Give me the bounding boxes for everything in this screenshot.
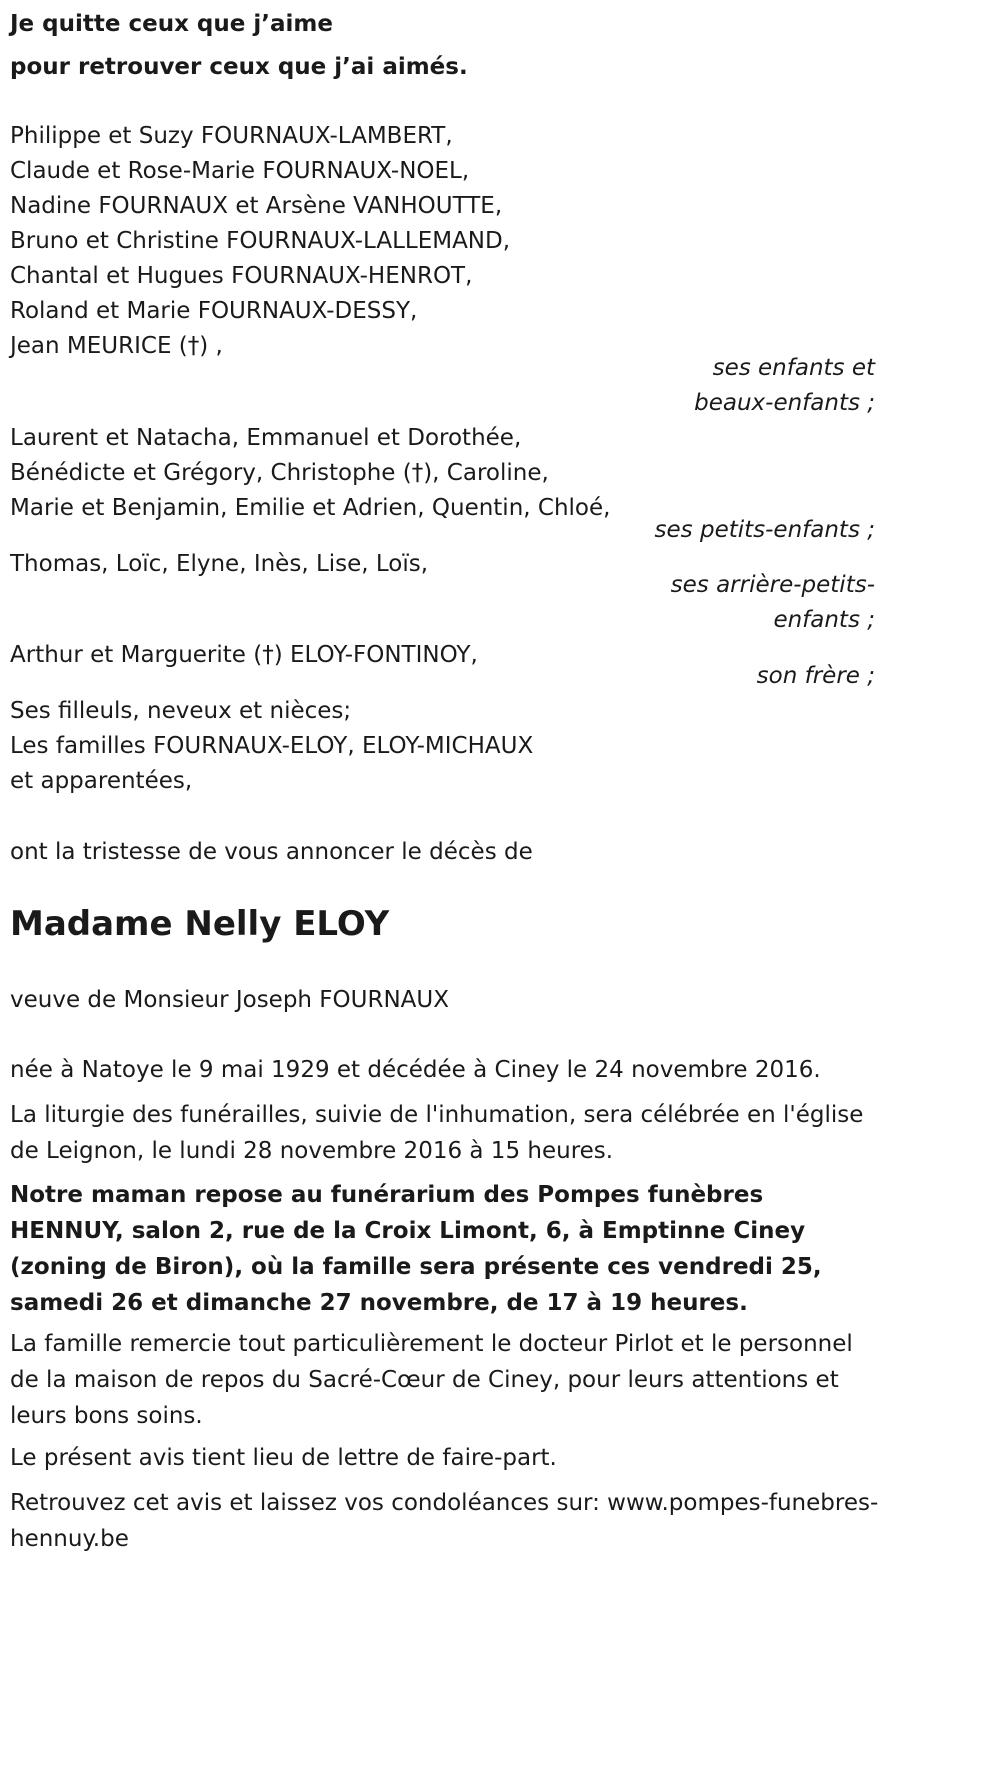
quote-line-1: Je quitte ceux que j’aime — [10, 11, 333, 37]
children-role-line-2: beaux-enfants ; — [694, 390, 875, 416]
birth-death: née à Natoye le 9 mai 1929 et décédée à Ciney le 24 novembre 2016. — [10, 1057, 821, 1083]
grandchild-line: Marie et Benjamin, Emilie et Adrien, Quentin, Chloé, — [10, 495, 611, 521]
child-line: Nadine FOURNAUX et Arsène VANHOUTTE, — [10, 193, 503, 219]
others-line: et apparentées, — [10, 768, 193, 794]
child-line: Bruno et Christine FOURNAUX-LALLEMAND, — [10, 228, 511, 254]
children-role-line-1: ses enfants et — [712, 355, 875, 381]
thanks-text: La famille remercie tout particulièrement le docteur Pirlot et le personnel de la maison de repos du Sacré-Cœur de Ciney, pour leurs attentions et leurs bons soins. — [10, 1331, 853, 1429]
great-grandchildren-role-line-2: enfants ; — [773, 607, 875, 633]
grandchild-line: Laurent et Natacha, Emmanuel et Dorothée, — [10, 425, 522, 451]
notice-text: Le présent avis tient lieu de lettre de faire-part. — [10, 1445, 557, 1471]
others-line: Ses filleuls, neveux et nièces; — [10, 698, 352, 724]
deceased-name: Madame Nelly ELOY — [10, 904, 390, 944]
quote-line-2: pour retrouver ceux que j’ai aimés. — [10, 54, 468, 80]
grandchildren-role: ses petits-enfants ; — [654, 517, 875, 543]
announcement: ont la tristesse de vous annoncer le décès de — [10, 839, 533, 865]
child-line: Roland et Marie FOURNAUX-DESSY, — [10, 298, 418, 324]
great-grandchildren: Thomas, Loïc, Elyne, Inès, Lise, Loïs, — [10, 551, 429, 577]
others-line: Les familles FOURNAUX-ELOY, ELOY-MICHAUX — [10, 733, 534, 759]
child-line: Jean MEURICE (†) , — [10, 333, 223, 359]
great-grandchildren-role-line-1: ses arrière-petits- — [670, 572, 875, 598]
brother-line: Arthur et Marguerite (†) ELOY-FONTINOY, — [10, 642, 478, 668]
grandchild-line: Bénédicte et Grégory, Christophe (†), Caroline, — [10, 460, 549, 486]
funerarium-text: Notre maman repose au funérarium des Pompes funèbres HENNUY, salon 2, rue de la Croix Limont, 6, à Emptinne Ciney (zoning de Biron), où la famille sera présente ces vendredi 25, samedi 26 et dimanche 27 novembre, de 17 à 19 heures. — [10, 1182, 822, 1316]
brother-role: son frère ; — [756, 663, 875, 689]
child-line: Chantal et Hugues FOURNAUX-HENROT, — [10, 263, 473, 289]
widow-of: veuve de Monsieur Joseph FOURNAUX — [10, 987, 449, 1013]
child-line: Philippe et Suzy FOURNAUX-LAMBERT, — [10, 123, 453, 149]
condolences-text: Retrouvez cet avis et laissez vos condoléances sur: www.pompes-funebres-hennuy.be — [10, 1490, 879, 1552]
child-line: Claude et Rose-Marie FOURNAUX-NOEL, — [10, 158, 470, 184]
liturgy-text: La liturgie des funérailles, suivie de l'inhumation, sera célébrée en l'église de Leignon, le lundi 28 novembre 2016 à 15 heures. — [10, 1102, 864, 1164]
